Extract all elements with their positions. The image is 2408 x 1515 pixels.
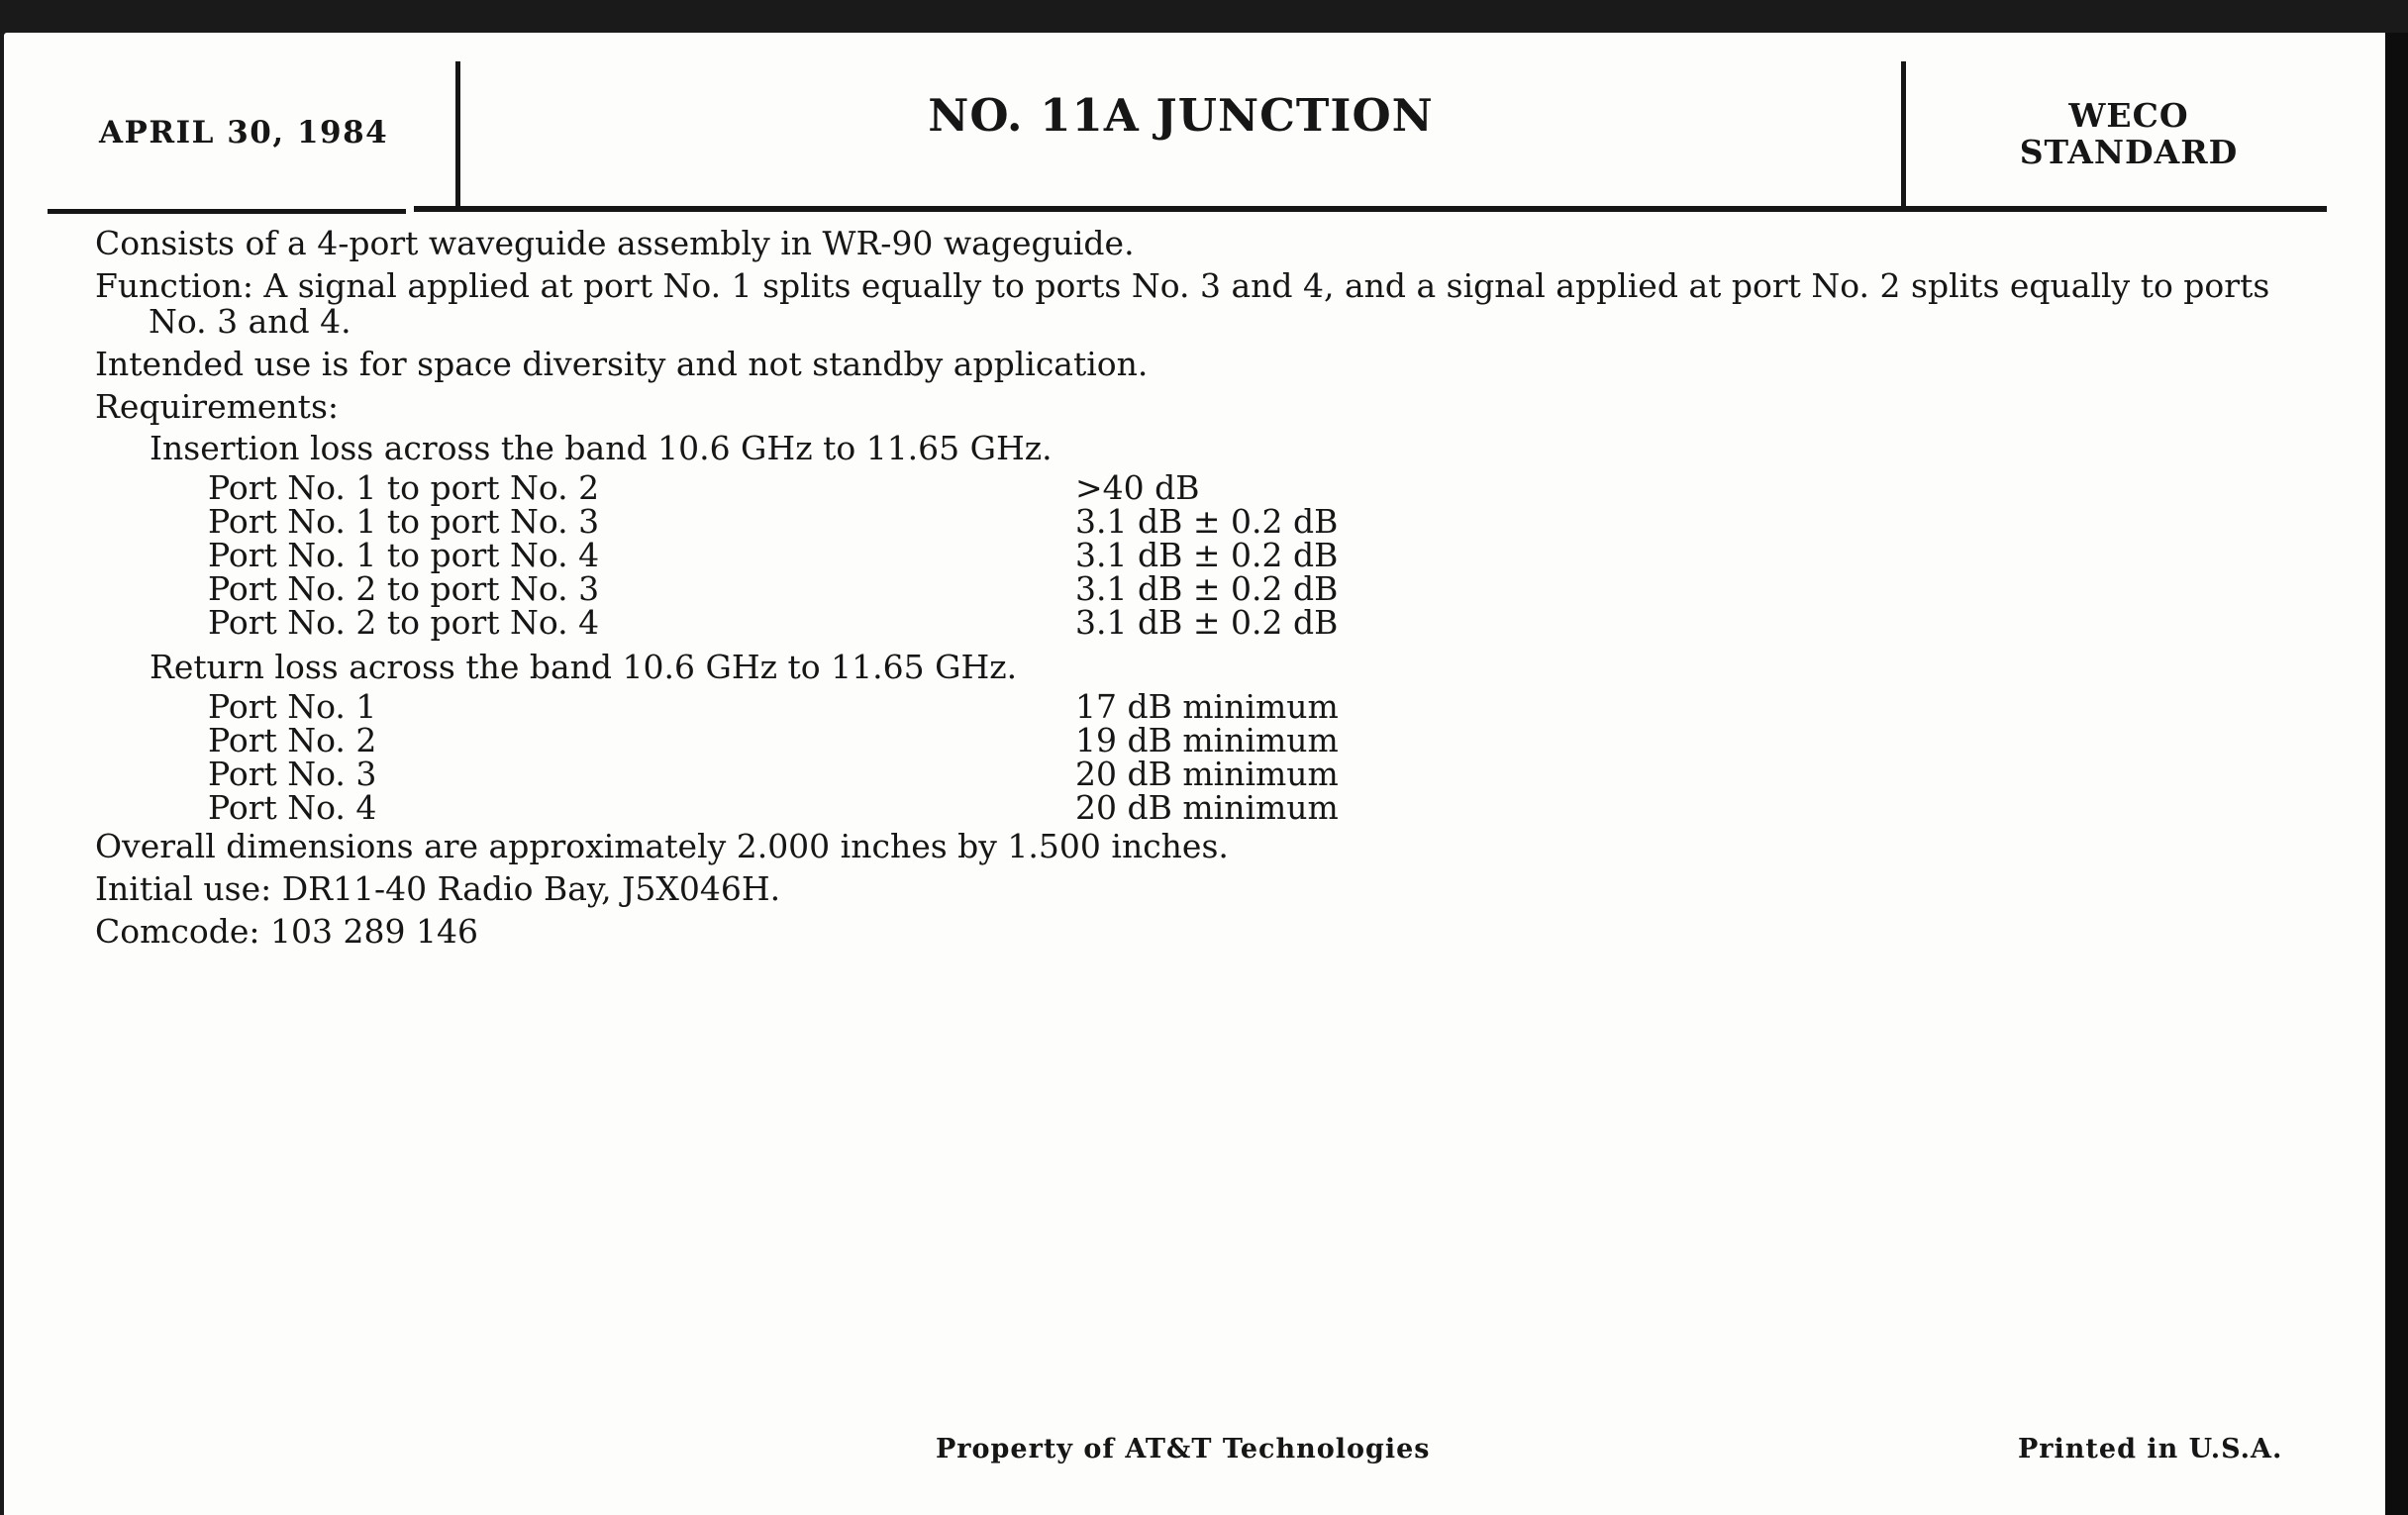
return-loss-table — [95, 687, 2293, 827]
row-label: Port No. 2 — [208, 721, 377, 759]
footer-property: Property of AT&T Technologies — [936, 1434, 1431, 1464]
row-label: Port No. 3 — [208, 755, 377, 793]
row-value: >40 dB — [1075, 468, 1200, 507]
dimensions-paragraph: Overall dimensions are approximately 2.000 inches by 1.500 inches. — [95, 827, 1229, 865]
row-label: Port No. 1 — [208, 687, 377, 726]
table-row — [95, 721, 2293, 759]
row-label: Port No. 2 to port No. 4 — [208, 603, 600, 642]
comcode-paragraph: Comcode: 103 289 146 — [95, 912, 478, 951]
header-date: APRIL 30, 1984 — [99, 115, 389, 151]
standard-label — [1906, 97, 2352, 170]
table-row — [95, 502, 2293, 541]
standard-line-2: STANDARD — [2019, 133, 2239, 171]
row-value: 19 dB minimum — [1075, 721, 1339, 759]
row-value: 3.1 dB ± 0.2 dB — [1075, 536, 1339, 574]
row-label: Port No. 1 to port No. 4 — [208, 536, 600, 574]
standard-line-1: WECO — [2068, 96, 2189, 135]
table-row — [95, 468, 2293, 507]
spec-body — [95, 226, 2293, 957]
table-row — [95, 788, 2293, 827]
row-value: 20 dB minimum — [1075, 755, 1339, 793]
return-loss-heading: Return loss across the band 10.6 GHz to 11.65 GHz. — [150, 648, 1018, 686]
table-row — [95, 755, 2293, 793]
intended-use-paragraph: Intended use is for space diversity and not standby application. — [95, 345, 1149, 383]
table-row — [95, 603, 2293, 642]
row-label: Port No. 2 to port No. 3 — [208, 569, 600, 608]
row-label: Port No. 1 to port No. 3 — [208, 502, 600, 541]
function-paragraph: Function: A signal applied at port No. 1 splits equally to ports No. 3 and 4, and a signal applied at port No. 2 splits equally to ports No. 3 and 4. — [95, 266, 2270, 341]
header-rule-left — [48, 209, 406, 214]
card-edge-shadow — [2385, 33, 2408, 1515]
insertion-loss-heading: Insertion loss across the band 10.6 GHz to 11.65 GHz. — [150, 429, 1053, 467]
insertion-loss-table — [95, 468, 2293, 642]
table-row — [95, 687, 2293, 726]
row-value: 17 dB minimum — [1075, 687, 1339, 726]
requirements-label: Requirements: — [95, 387, 340, 426]
initial-use-paragraph: Initial use: DR11-40 Radio Bay, J5X046H. — [95, 869, 781, 908]
row-label: Port No. 1 to port No. 2 — [208, 468, 600, 507]
footer-printed: Printed in U.S.A. — [2018, 1434, 2283, 1464]
row-value: 3.1 dB ± 0.2 dB — [1075, 569, 1339, 608]
row-value: 3.1 dB ± 0.2 dB — [1075, 603, 1339, 642]
table-row — [95, 536, 2293, 574]
table-row — [95, 569, 2293, 608]
header-rule-main — [414, 206, 2327, 212]
row-label: Port No. 4 — [208, 788, 377, 827]
consists-paragraph: Consists of a 4-port waveguide assembly in WR-90 wageguide. — [95, 224, 1135, 262]
row-value: 20 dB minimum — [1075, 788, 1339, 827]
document-title: NO. 11A JUNCTION — [928, 89, 1434, 142]
row-value: 3.1 dB ± 0.2 dB — [1075, 502, 1339, 541]
